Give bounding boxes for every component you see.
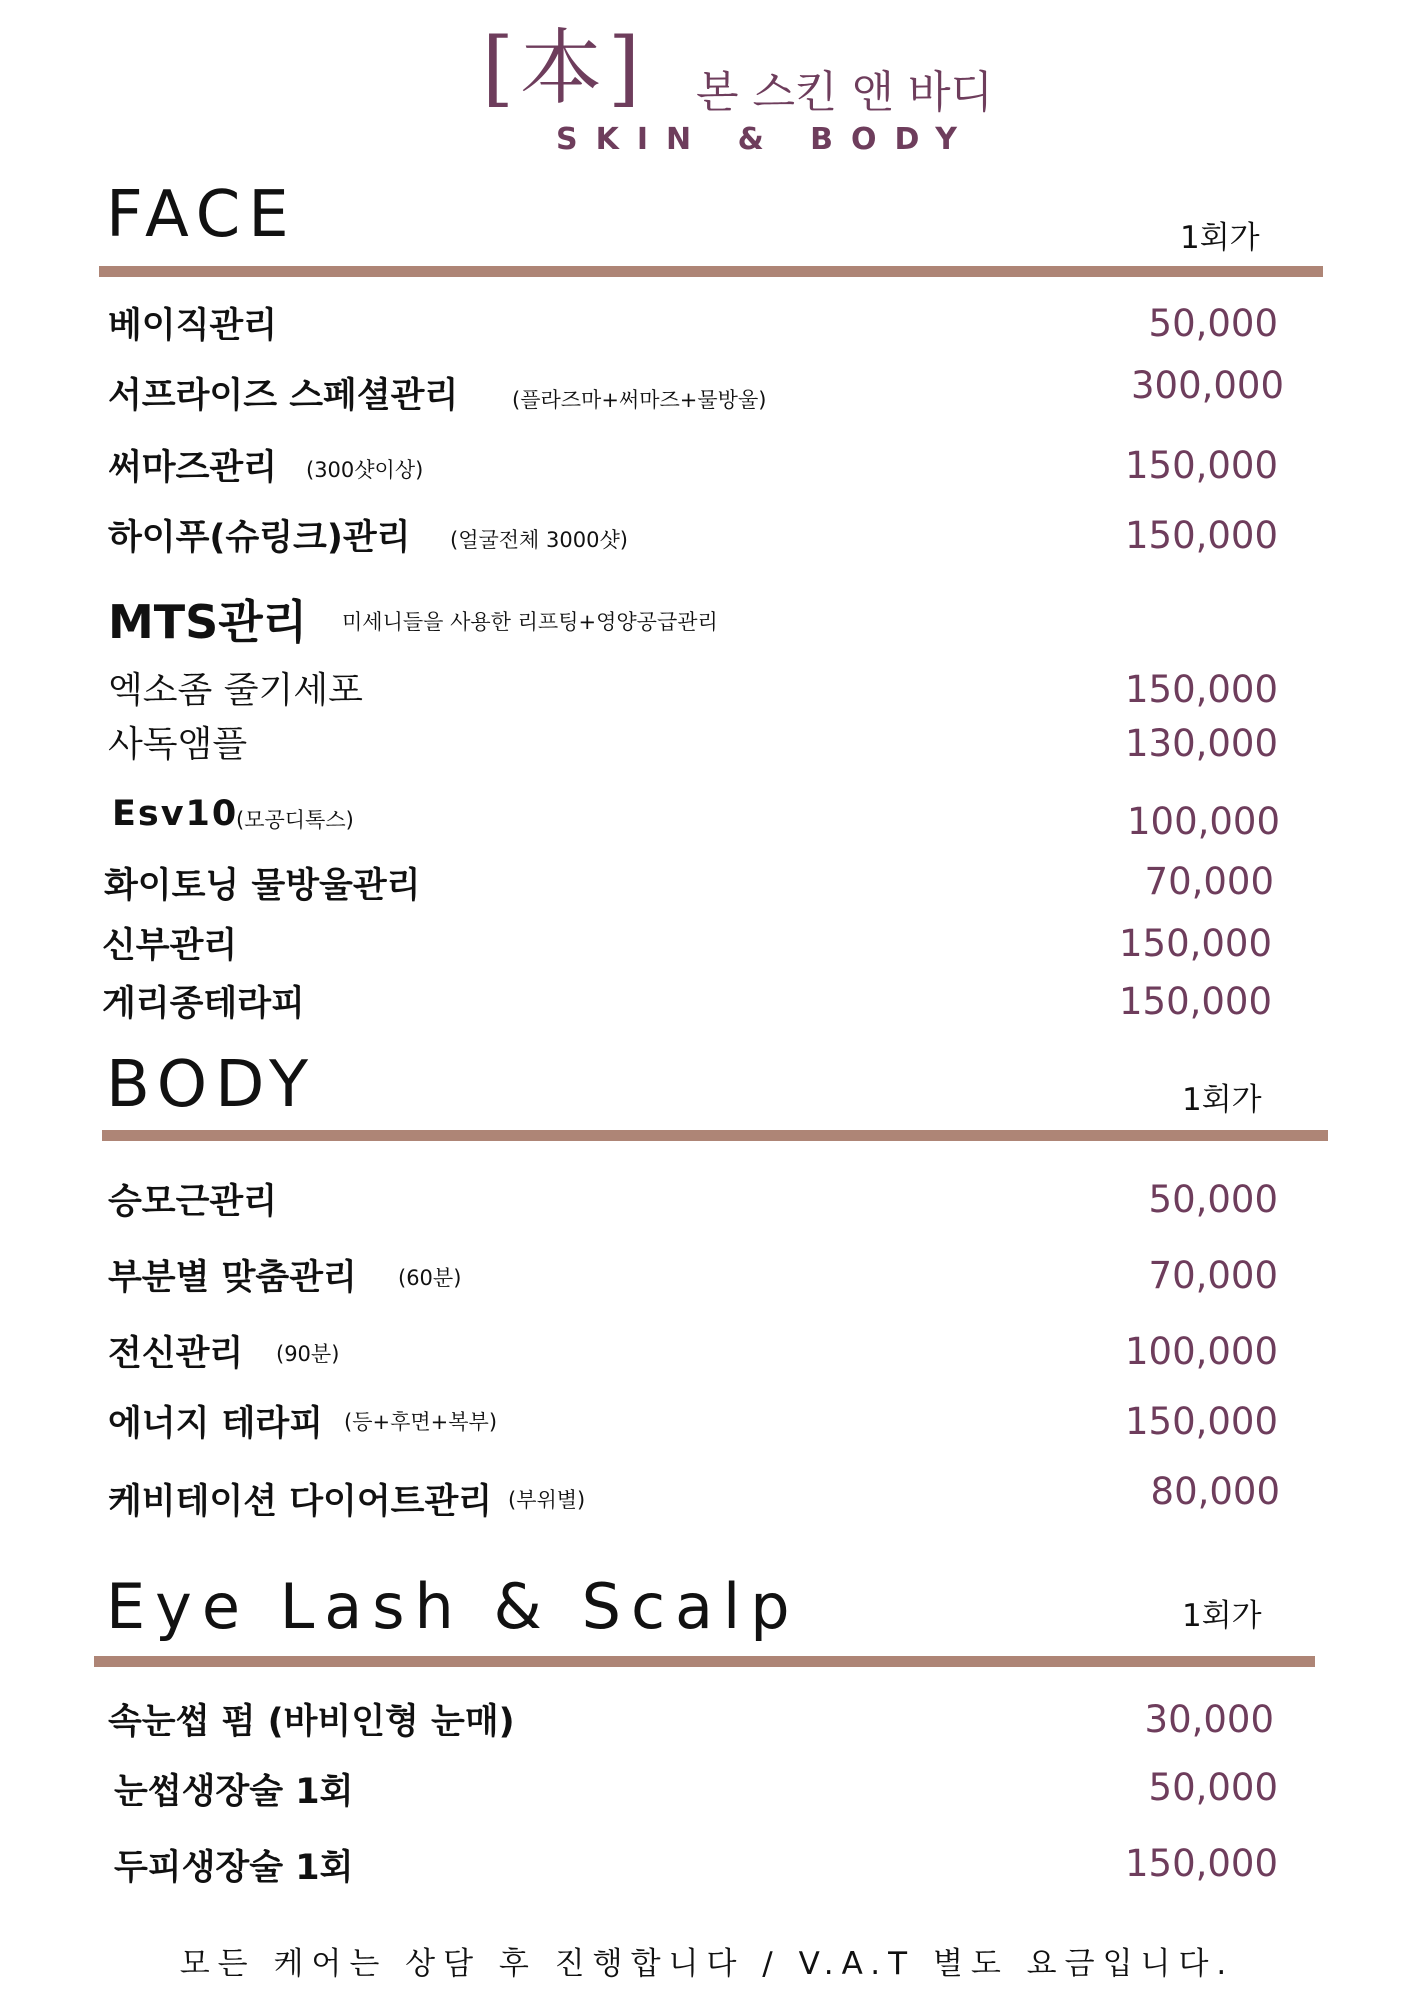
menu-item-price: 150,000 bbox=[1124, 1400, 1278, 1443]
menu-item-name: 부분별 맞춤관리 bbox=[108, 1258, 357, 1298]
per-session-label-body: 1회가 bbox=[1182, 1082, 1262, 1118]
menu-item-name: 두피생장술 1회 bbox=[114, 1848, 354, 1888]
menu-item-name: 게리종테라피 bbox=[102, 984, 305, 1024]
menu-item-note: (등+후면+복부) bbox=[344, 1410, 498, 1434]
menu-item-name: 써마즈관리 bbox=[108, 448, 278, 488]
section-title-face: FACE bbox=[106, 178, 297, 252]
menu-item-name: 화이토닝 물방울관리 bbox=[104, 866, 421, 906]
menu-item-note: (60분) bbox=[398, 1266, 462, 1290]
menu-item-note: 미세니들을 사용한 리프팅+영양공급관리 bbox=[342, 610, 718, 634]
menu-item-price: 150,000 bbox=[1118, 980, 1272, 1023]
menu-item-name: Esv10 bbox=[112, 794, 239, 834]
menu-item-price: 150,000 bbox=[1124, 1842, 1278, 1885]
menu-item-name: 눈썹생장술 1회 bbox=[114, 1772, 354, 1812]
logo-english-name: SKIN & BODY bbox=[556, 122, 975, 157]
menu-item-note: (플라즈마+써마즈+물방울) bbox=[512, 388, 767, 412]
per-session-label-eye: 1회가 bbox=[1182, 1598, 1262, 1634]
menu-item-note: (90분) bbox=[276, 1342, 340, 1366]
section-divider-eye bbox=[94, 1656, 1315, 1667]
menu-item-name: 에너지 테라피 bbox=[108, 1404, 324, 1444]
section-divider-body bbox=[102, 1130, 1328, 1141]
per-session-label-face: 1회가 bbox=[1180, 220, 1260, 256]
menu-item-name: 전신관리 bbox=[108, 1334, 244, 1374]
menu-item-price: 70,000 bbox=[1148, 1254, 1278, 1297]
menu-item-name: 승모근관리 bbox=[108, 1182, 278, 1222]
menu-item-name: 서프라이즈 스페셜관리 bbox=[108, 376, 459, 416]
menu-item-price: 80,000 bbox=[1150, 1470, 1280, 1513]
menu-item-price: 50,000 bbox=[1148, 1178, 1278, 1221]
menu-item-name: 하이푸(슈링크)관리 bbox=[108, 518, 411, 558]
menu-item-note: (모공디톡스) bbox=[236, 808, 354, 832]
menu-item-price: 150,000 bbox=[1118, 922, 1272, 965]
menu-item-name: 케비테이션 다이어트관리 bbox=[108, 1482, 493, 1522]
menu-item-price: 150,000 bbox=[1124, 514, 1278, 557]
menu-subitem-name: 엑소좀 줄기세포 bbox=[108, 670, 363, 711]
menu-item-price: 150,000 bbox=[1124, 668, 1278, 711]
menu-item-price: 70,000 bbox=[1144, 860, 1274, 903]
menu-item-price: 50,000 bbox=[1148, 1766, 1278, 1809]
section-divider-face bbox=[99, 266, 1323, 277]
menu-item-name: 베이직관리 bbox=[108, 306, 278, 346]
menu-item-price: 30,000 bbox=[1144, 1698, 1274, 1741]
menu-item-price: 50,000 bbox=[1148, 302, 1278, 345]
logo-mark: [本] bbox=[482, 21, 646, 116]
menu-item-price: 300,000 bbox=[1130, 364, 1284, 407]
logo-korean-name: 본 스킨 앤 바디 bbox=[696, 67, 993, 118]
menu-item-price: 150,000 bbox=[1124, 444, 1278, 487]
section-title-body: BODY bbox=[106, 1048, 317, 1122]
menu-item-price: 130,000 bbox=[1124, 722, 1278, 765]
menu-item-name: 속눈썹 펌 (바비인형 눈매) bbox=[108, 1702, 515, 1742]
menu-item-name-mts: MTS관리 bbox=[108, 595, 308, 649]
footer-notice: 모든 케어는 상담 후 진행합니다 / V.A.T 별도 요금입니다. bbox=[179, 1946, 1235, 1982]
menu-item-note: (얼굴전체 3000샷) bbox=[450, 528, 628, 552]
menu-item-name: 신부관리 bbox=[102, 926, 238, 966]
menu-subitem-name: 사독앰플 bbox=[108, 724, 248, 765]
menu-item-price: 100,000 bbox=[1126, 800, 1280, 843]
menu-item-price: 100,000 bbox=[1124, 1330, 1278, 1373]
menu-item-note: (부위별) bbox=[508, 1488, 586, 1512]
section-title-eye-lash-scalp: Eye Lash & Scalp bbox=[106, 1570, 800, 1643]
menu-item-note: (300샷이상) bbox=[306, 458, 424, 482]
